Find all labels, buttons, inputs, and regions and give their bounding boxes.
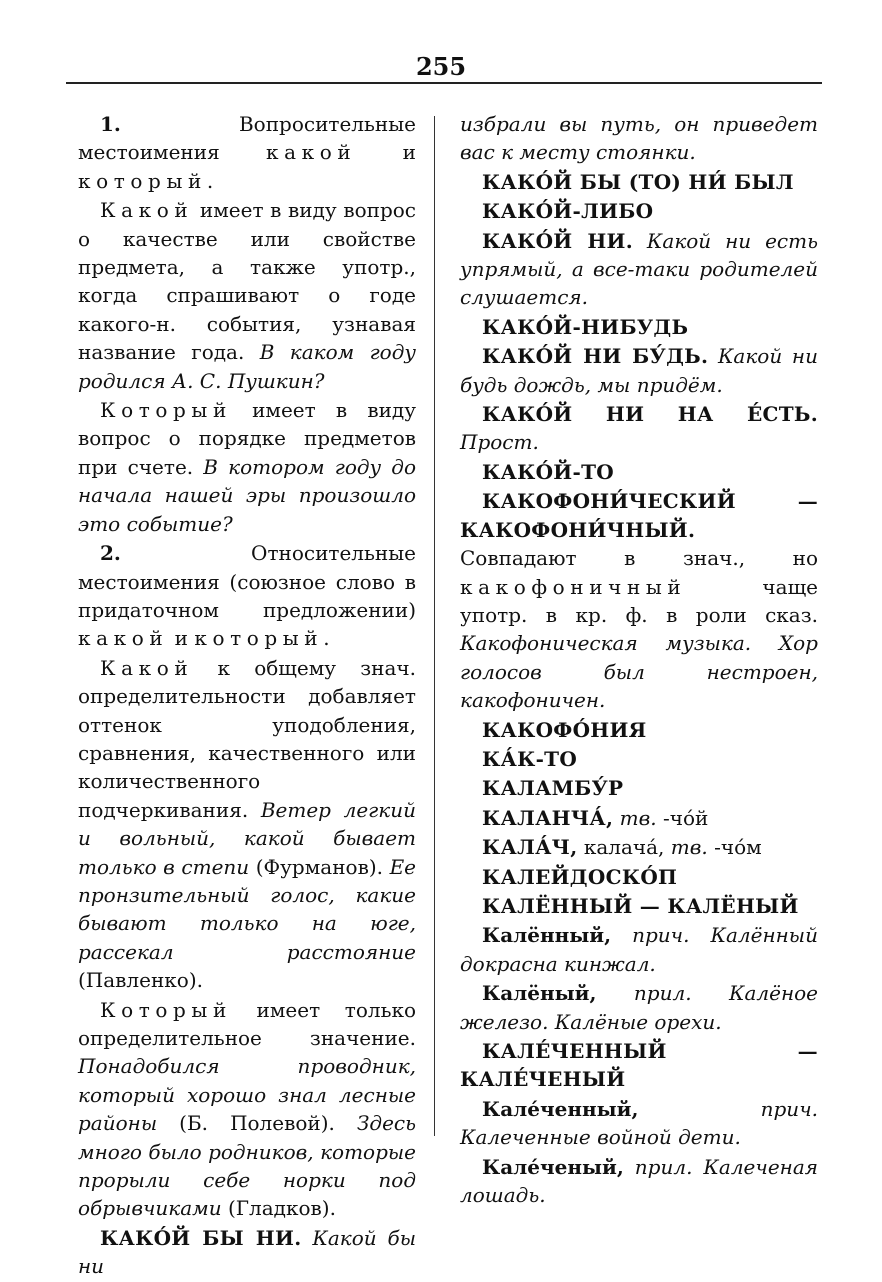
entry-kakoy-ni-bud: КАКО́Й НИ БУ́ДЬ. Какой ни будь дождь, мы придём. — [460, 344, 818, 397]
page-number: 255 — [415, 52, 467, 81]
sense-kalechenny-prich: Кале́ченный, прич. Калеченные войной дети. — [460, 1096, 818, 1150]
left-paragraph-6: Который имеет только определительное значение. Понадобился проводник, который хорошо знал лесные районы (Б. Полевой). Здесь много было родников, которые прорыли себе норки под обрывчиками (Гладков). — [78, 997, 416, 1221]
entry-kakofonicheskiy: КАКОФОНИ́ЧЕСКИЙ — КАКОФОНИ́ЧНЫЙ. Совпадают в знач., но какофоничный чаще употр. в кр. ф. в роли сказ. Какофоническая музыка. Хор голосов был нестроен, какофоничен. — [460, 489, 818, 713]
entry-kakoy-ni: КАКО́Й НИ. Какой ни есть упрямый, а все-таки родителей слушается. — [460, 228, 818, 310]
continued-example: избрали вы путь, он приведет вас к месту стоянки. — [460, 112, 818, 165]
left-paragraph-3: Который имеет в виду вопрос о порядке предметов при счете. В котором году до начала нашей эры произошло это событие? — [78, 398, 417, 536]
left-paragraph-5: Какой к общему знач. определительности добавляет оттенок уподобления, сравнения, качественного или количественного подчеркивания. Ветер легкий и вольный, какой бывает только в степи (Фурманов). Ее пронзительный голос, какие бывают только на юге, рассекал расстояние (Павленко). — [78, 655, 416, 993]
sense-kalecheny-pril: Кале́ченый, прил. Калеченая лошадь. — [460, 1154, 819, 1208]
entry-kakoy-by-ni: КАКО́Й БЫ НИ. Какой бы ни — [78, 1225, 417, 1279]
entry-kalancha: КАЛАНЧА́, тв. -чо́й — [482, 805, 709, 830]
column-divider — [434, 116, 435, 1136]
sense-kalenny-prich: Калённый, прич. Калённый докрасна кинжал. — [460, 923, 818, 976]
entry-kakoy-ni-na-est: КАКО́Й НИ НА Е́СТЬ. Прост. — [460, 402, 818, 455]
entry-kakofoniya: КАКОФО́НИЯ — [482, 717, 647, 742]
left-paragraph-2: Какой имеет в виду вопрос о качестве или свойстве предмета, а также употр., когда спрашивают о годе какого-н. события, узнавая название года. В каком году родился А. С. Пушкин? — [78, 198, 416, 393]
left-column — [78, 110, 416, 1282]
entry-kakoy-libo: КАКО́Й-ЛИБО — [482, 199, 654, 224]
left-paragraph-4: 2. Относительные местоимения (союзное слово в придаточном предложении) какой и который. — [78, 541, 416, 651]
right-column — [460, 110, 818, 1210]
entry-kalechenny: КАЛЕ́ЧЕННЫЙ — КАЛЕ́ЧЕНЫЙ — [460, 1039, 818, 1092]
left-paragraph-1: 1. Вопросительные местоимения какой и который. — [78, 112, 417, 193]
entry-kalach: КАЛА́Ч, калача́, тв. -чо́м — [482, 835, 762, 860]
header-rule — [66, 82, 822, 84]
entry-kaleydoskop: КАЛЕЙДОСКО́П — [482, 864, 678, 889]
entry-kakoy-to: КАКО́Й-ТО — [482, 459, 614, 484]
entry-kakoy-nibud: КАКО́Й-НИБУДЬ — [482, 314, 689, 339]
sense-kaleny-pril: Калёный, прил. Калёное железо. Калёные орехи. — [460, 981, 818, 1034]
entry-kalenny: КАЛЁННЫЙ — КАЛЁНЫЙ — [482, 893, 799, 918]
entry-kakoy-by-to-ni-byl: КАКО́Й БЫ (ТО) НИ́ БЫЛ — [482, 169, 794, 194]
entry-kalambur: КАЛАМБУ́Р — [482, 776, 624, 801]
entry-kak-to: КА́К-ТО — [482, 746, 578, 771]
